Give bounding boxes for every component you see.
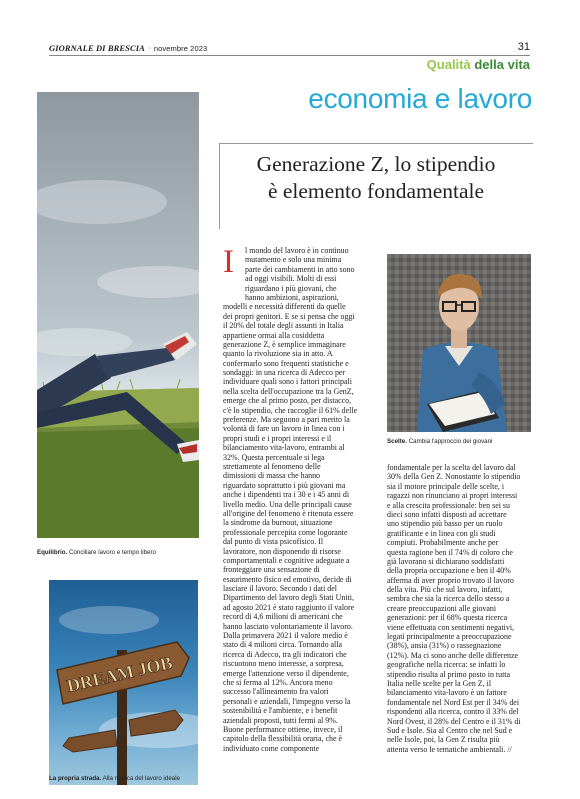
text-line: esaurimento fisico ed emotivo, decide di: [223, 574, 352, 584]
text-line: bilanciamento vita-lavoro, entrambi al: [223, 443, 345, 453]
article-column-2: [387, 463, 532, 754]
text-line: sondaggi: in una ricerca di Adecco per: [223, 368, 346, 378]
text-line: confermarlo sono frequenti statistiche e: [223, 358, 349, 368]
text-line: geografiche nella ricerca: se infatti lo: [387, 660, 506, 670]
text-line: appartiene ormai alla cosiddetta: [223, 330, 325, 340]
photo-scelte-illustration: [387, 254, 531, 432]
text-line: stato di 4 milioni circa. Tornando alla: [223, 640, 342, 650]
text-line: hanno ambizioni, aspirazioni,: [245, 292, 339, 302]
text-line: preferenze. Ma seguono a pari merito la: [223, 415, 350, 425]
text-line: generazione Z, è semplice immaginare: [223, 339, 346, 349]
text-line: professionale percepita come logorante: [223, 527, 348, 537]
photo-dream-job: [49, 580, 198, 785]
caption-equilibrio-text: Conciliare lavoro e tempo libero: [68, 549, 156, 556]
text-line: nella scelta dell'occupazione tra la GenZ,: [223, 386, 354, 396]
section-word-vita: della vita: [474, 57, 530, 72]
caption-strada-text: Alla ricerca del lavoro ideale: [102, 775, 181, 782]
photo-scelte: [387, 254, 531, 432]
text-line: dimissioni di massa che hanno: [223, 471, 321, 481]
text-line: lavoratore, non disponendo di risorse: [223, 546, 341, 556]
text-line: dei propri genitori. E se si pensa che oggi: [223, 311, 355, 321]
title-line-2: è elemento fondamentale: [267, 179, 485, 203]
text-line: Buone performance ottiene, invece, il: [223, 724, 343, 734]
section-label: [427, 57, 530, 72]
text-line: (38%), ansia (31%) o rassegnazione: [387, 641, 502, 651]
text-line: lasciare il lavoro. Secondo i dati del: [223, 584, 337, 594]
text-line: che si ferma al 12%. Ancora meno: [223, 677, 333, 687]
text-line: 32%. Questa percentuale si lega: [223, 452, 325, 462]
text-line: della propria occupazione e ben il 40%: [387, 566, 511, 576]
photo-equilibrio: [37, 92, 199, 538]
section-word-qualita: Qualità: [426, 57, 471, 72]
caption-equilibrio: [37, 549, 156, 556]
text-line: personali e aziendali, l'impegno verso la: [223, 696, 351, 706]
text-line: l mondo del lavoro è in continuo: [245, 246, 349, 255]
text-line: gratificante e in linea con gli studi: [387, 528, 496, 538]
text-line: ricerca di Adecco, tra gli indicatori che: [223, 649, 347, 659]
text-line: legati principalmente a preoccupazione: [387, 632, 512, 642]
text-line: generazioni: per il 68% questa ricerca: [387, 613, 508, 623]
text-line: parte dei cambiamenti in atto sono: [245, 264, 355, 274]
text-line: sia il motore principale delle scelte, i: [387, 481, 505, 491]
page-number: 31: [517, 41, 530, 53]
text-line: la sindrome da burnout, situazione: [223, 518, 333, 528]
sign-text: DREAM JOB: [65, 652, 175, 696]
text-line: attenta verso le tematiche ambientali. //: [387, 744, 512, 754]
text-line: compiuti. Probabilmente anche per: [387, 538, 499, 548]
text-line: ad oggi visibili. Molti di essi: [245, 274, 337, 284]
text-line: (12%). Ma ci sono anche delle differenze: [387, 650, 518, 660]
text-line: mutamento e solo una minima: [245, 255, 342, 265]
caption-equilibrio-bold: Equilibrio.: [37, 549, 68, 556]
text-line: già lavorano si dichiarano soddisfatti: [387, 556, 505, 566]
masthead: [49, 43, 207, 53]
article-title: [219, 151, 533, 205]
text-line: individuato come componente: [223, 743, 320, 753]
header-separator: ·: [147, 43, 151, 53]
text-line: viene effettuata con sentimenti negativi,: [387, 622, 515, 632]
text-line: hanno lasciato volontariamente il lavoro.: [223, 621, 353, 631]
text-line: livello medio. Una delle principali cause: [223, 499, 352, 509]
text-line: emerge che al primo posto, per distacco,: [223, 396, 352, 406]
text-line: individuare quali sono i fattori principali: [223, 377, 352, 387]
text-line: della vita. Più che sul lavoro, infatti,: [387, 585, 503, 595]
text-line: stipendio risulta al primo posto in tutta: [387, 669, 511, 679]
text-line: sembra che sia la ricerca dello stesso a: [387, 594, 510, 604]
text-line: e alla crescita professionale: ben sei su: [387, 500, 510, 510]
text-line: uno stipendio più basso per un ruolo: [387, 519, 503, 529]
text-line: Sud e Isole. Sia al Centro che nel Sud e: [387, 725, 513, 735]
caption-strada: [49, 775, 180, 782]
text-line: c'è lo stipendio, che raccoglie il 61% delle: [223, 405, 358, 415]
caption-scelte-bold: Scelte.: [387, 438, 407, 445]
text-line: 30% della Gen Z. Nonostante lo stipendio: [387, 472, 521, 482]
text-line: creare preoccupazioni alle giovani: [387, 603, 497, 613]
text-line: afferma di aver proprio trovato il lavoro: [387, 575, 514, 585]
photo-equilibrio-illustration: [37, 92, 199, 538]
text-line: riscuotono meno interesse, a sorpresa,: [223, 659, 344, 669]
text-line: riguardano i più giovani, che: [245, 283, 337, 293]
text-line: volontà di fare un lavoro in linea con i: [223, 424, 345, 434]
photo-dream-job-illustration: [49, 580, 198, 785]
text-line: dieci sono infatti disposti ad accettare: [387, 509, 507, 519]
text-line: modelli e necessità differenti da quelle: [223, 302, 346, 312]
text-line: bilanciamento vita-lavoro è un fattore: [387, 688, 507, 698]
caption-strada-bold: La propria strada.: [49, 775, 102, 782]
text-line: questa ragione ben il 74% di coloro che: [387, 547, 513, 557]
caption-scelte-text: Cambia l'approccio dei giovani: [408, 438, 493, 445]
caption-scelte: [387, 438, 492, 445]
text-line: emerge l'attenzione verso il dipendente,: [223, 668, 349, 678]
text-line: fronteggiare una sensazione di: [223, 565, 320, 575]
title-line-1: Generazione Z, lo stipendio: [256, 152, 496, 176]
text-line: fondamentale nel Nord Est per il 34% dei: [387, 697, 520, 707]
text-line: record di 4,6 milioni di americani che: [223, 612, 343, 622]
text-line: anche i dipendenti tra i 30 e i 45 anni di: [223, 490, 350, 500]
text-line: ad agosto 2021 è stato raggiunto il valore: [223, 602, 355, 612]
text-line: rispondenti alla ricerca, contro il 33% del: [387, 707, 519, 717]
drop-cap: I: [223, 244, 234, 280]
text-line: fondamentale per la scelta del lavoro dal: [387, 463, 516, 472]
text-line: all'origine del fenomeno è ritenuta essere: [223, 508, 354, 518]
text-line: propri studi e i propri interessi e il: [223, 433, 332, 443]
newspaper-name: GIORNALE DI BRESCIA: [49, 43, 145, 53]
text-line: comportamentali e cognitive adeguate a: [223, 555, 350, 565]
text-line: dal punto di vista psicofisico. Il: [223, 537, 324, 547]
article-column-1: [223, 246, 376, 753]
text-line: nelle Isole, poi, la Gen Z risulta più: [387, 735, 500, 745]
issue-date: novembre 2023: [153, 44, 208, 53]
text-line: Dipartimento del lavoro degli Stati Uniti,: [223, 593, 354, 603]
text-line: capitolo della flessibilità oraria, che è: [223, 734, 343, 744]
text-line: sostenibilità e l'ambiente, e i benefit: [223, 706, 338, 716]
header-rule: [49, 55, 530, 56]
text-line: il 20% del totale degli assunti in Italia: [223, 321, 344, 331]
text-line: strettamente al fenomeno delle: [223, 461, 321, 471]
text-line: quanto la rivoluzione sia in atto. A: [223, 349, 333, 359]
text-line: riguardato soprattutto i più giovani ma: [223, 480, 346, 490]
rubric-title: economia e lavoro: [308, 83, 532, 114]
text-line: ragazzi non rinunciano ai propri interessi: [387, 491, 518, 501]
text-line: aziendali proposti, tutti fermi al 9%.: [223, 715, 338, 725]
text-line: Italia nelle scelte per la Gen Z, il: [387, 678, 492, 688]
text-line: Dalla primavera 2021 il valore medio è: [223, 631, 348, 641]
text-line: Nord Ovest, il 28% del Centro e il 31% di: [387, 716, 521, 726]
text-line: successo l'allineamento fra valori: [223, 687, 329, 697]
